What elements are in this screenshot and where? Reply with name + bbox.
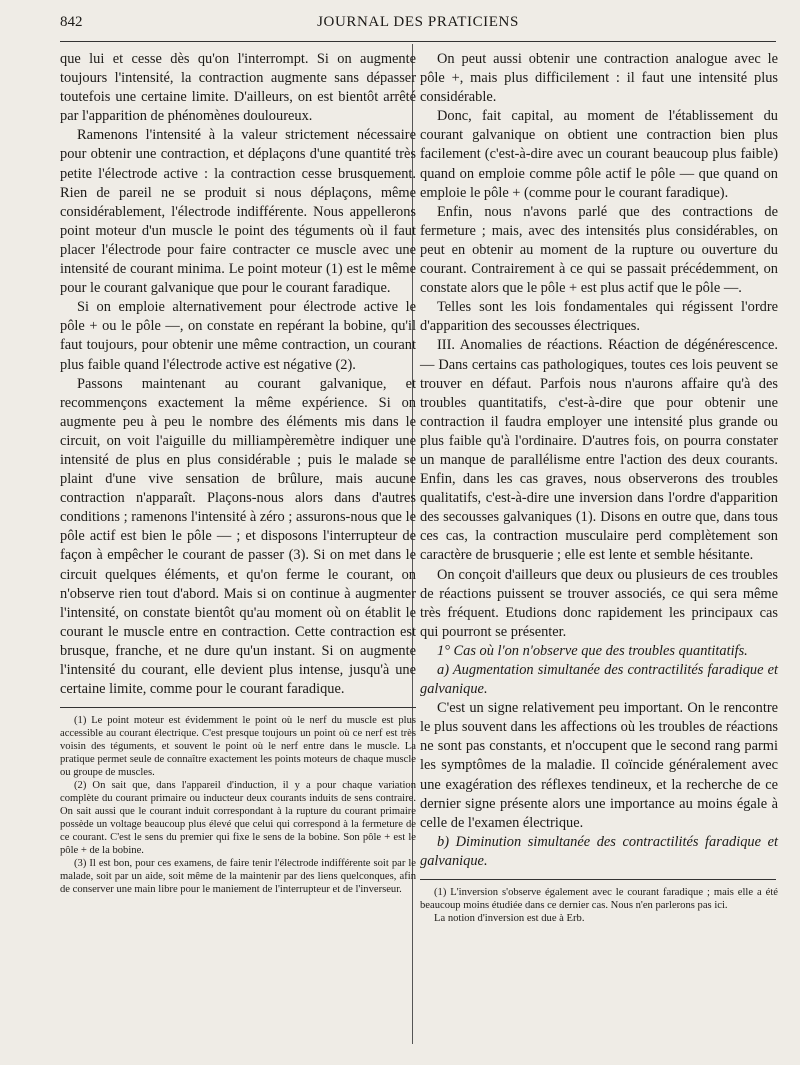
paragraph: Passons maintenant au courant galvanique, et recommençons exactement la même expérience. Si on augmente peu à peu le nombre des éléments mis dans le circuit, on voit l'aiguille du milliampèremètre indiquer une intensité de plus en plus considérable ; puis le malade se plaint d'une vive sensation de brûlure, mais aucune contraction n'apparaît. Plaçons-nous alors dans d'autres conditions ; ramenons l'intensité à zéro ; assurons-nous que le pôle actif est bien le pôle — ; et disposons l'interrupteur de façon à empêcher le courant de passer (3). Si on met dans le circuit quelques éléments, et qu'on ferme le courant, on n'observe rien tout d'abord. Mais si on continue à augmenter l'intensité, on constate bientôt qu'au moment où on établit le courant le muscle entre en contraction. Cette contraction est brusque, franche, et ne dure qu'un instant. Si on augmente l'intensité du courant, elle devient plus intense, jusqu'à une certaine limite, comme pour le courant faradique. xyxy=(60,375,416,698)
paragraph: On peut aussi obtenir une contraction analogue avec le pôle +, mais plus difficilement : il faut une intensité plus considérable. xyxy=(420,51,778,106)
footnote: (1) Le point moteur est évidemment le point où le nerf du muscle est plus accessible au courant électrique. C'est presque toujours un point où ce nerf est très voisin des téguments, et souvent le point où le nerf entre dans le muscle. La pratique permet seule de connaître exactement les points moteurs de chaque muscle ou groupe de muscles. xyxy=(60,715,416,779)
header-rule xyxy=(60,41,776,42)
paragraph: On conçoit d'ailleurs que deux ou plusieurs de ces troubles de réactions puissent se trouver associés, ce qui sera même très fréquent. Etudions donc rapidement les principaux cas qui pourront se présenter. xyxy=(420,566,778,640)
paragraph: que lui et cesse dès qu'on l'interrompt. Si on augmente toujours l'intensité, la contraction augmente sans dépasser toutefois une certaine limite. D'ailleurs, on est bientôt arrêté par l'apparition de phénomènes douloureux. xyxy=(60,51,416,125)
section-paragraph: III. Anomalies de réactions. Réaction de dégénérescence. — Dans certains cas pathologiques, toutes ces lois peuvent se trouver en défaut. Parfois nous n'aurons affaire qu'à des troubles quantitatifs, c'est-à-dire que pour obtenir une contraction il faudra employer une intensité plus grande ou plus faible qu'à l'ordinaire. D'autres fois, on pourra constater un manque de parallélisme entre l'action des deux courants. Enfin, dans les cas graves, nous observerons des troubles qualitatifs, c'est-à-dire une inversion dans l'ordre d'apparition des secousses galvaniques (1). Disons en outre que, dans tous ces cas, la contraction musculaire perd complètement son caractère de brusquerie ; elle est lente et semble hésitante. xyxy=(420,337,778,564)
right-column xyxy=(420,50,778,925)
footnote-rule xyxy=(60,707,416,708)
journal-title: JOURNAL DES PRATICIENS xyxy=(317,14,519,30)
paragraph: C'est un signe relativement peu important. On le rencontre le plus souvent dans les affections où les troubles de réactions ne sont pas constants, et n'occupent que le second rang parmi les symptômes de la maladie. Il coïncide généralement avec une exagération des réflexes tendineux, et la recherche de ce dernier signe présente alors une importance au moins égale à celle de l'examen électrique. xyxy=(420,700,778,831)
subheading: a) Augmentation simultanée des contractilités faradique et galvanique. xyxy=(420,662,778,698)
subheading: 1° Cas où l'on n'observe que des troubles quantitatifs. xyxy=(437,642,748,659)
footnote: (3) Il est bon, pour ces examens, de faire tenir l'électrode indifférente soit par le malade, soit par un aide, soit même de la maintenir par des liens quelconques, afin de conserver une main libre pour le maniement de l'interrupteur et de l'inverseur. xyxy=(60,858,416,896)
paragraph: Si on emploie alternativement pour électrode active le pôle + ou le pôle —, on constate en repérant la bobine, qu'il faut toujours, pour obtenir une même contraction, un courant plus faible quand l'électrode active est négative (2). xyxy=(60,299,416,373)
paragraph: Telles sont les lois fondamentales qui régissent l'ordre d'apparition des secousses électriques. xyxy=(420,299,778,335)
subheading: b) Diminution simultanée des contractilités faradique et galvanique. xyxy=(420,833,778,869)
paragraph: Ramenons l'intensité à la valeur strictement nécessaire pour obtenir une contraction, et déplaçons d'une quantité très petite l'électrode active : la contraction cesse brusquement. Rien de pareil ne se produit si nous déplaçons, même considérablement, l'électrode indifférente. Nous appellerons point moteur d'un muscle le point des téguments où il faut placer l'électrode pour faire contracter ce muscle avec une intensité de courant minima. Le point moteur (1) est le même pour le courant galvanique que pour le courant faradique. xyxy=(60,127,416,297)
footnote: (1) L'inversion s'observe également avec le courant faradique ; mais elle a été beaucoup moins étudiée dans ce dernier cas. Nous n'en parlerons pas ici. xyxy=(420,887,778,912)
footnote-rule xyxy=(420,879,776,880)
paragraph: Enfin, nous n'avons parlé que des contractions de fermeture ; mais, avec des intensités plus considérables, on peut en obtenir au moment de la rupture ou ouverture du courant. Contrairement à ce qui se passait précédemment, on constate alors que le pôle + est plus actif que le pôle —. xyxy=(420,203,778,297)
footnote: (2) On sait que, dans l'appareil d'induction, il y a pour chaque variation complète du courant primaire ou inducteur deux courants induits de sens contraire. On sait aussi que le courant induit correspondant à la rupture du courant primaire possède un voltage beaucoup plus élevé que celui qui correspond à la fermeture de ce courant. C'est le sens du premier qui fixe le sens de la bobine. Son pôle + est le pôle + de la bobine. xyxy=(60,780,416,857)
footnote: La notion d'inversion est due à Erb. xyxy=(434,913,585,925)
left-column xyxy=(60,50,416,896)
paragraph: Donc, fait capital, au moment de l'établissement du courant galvanique on obtient une contraction bien plus facilement (c'est-à-dire avec un courant beaucoup plus faible) quand on emploie comme pôle actif le pôle — que quand on emploie le pôle + (comme pour le courant faradique). xyxy=(420,108,778,201)
page-number: 842 xyxy=(60,14,83,30)
running-header xyxy=(60,14,776,38)
